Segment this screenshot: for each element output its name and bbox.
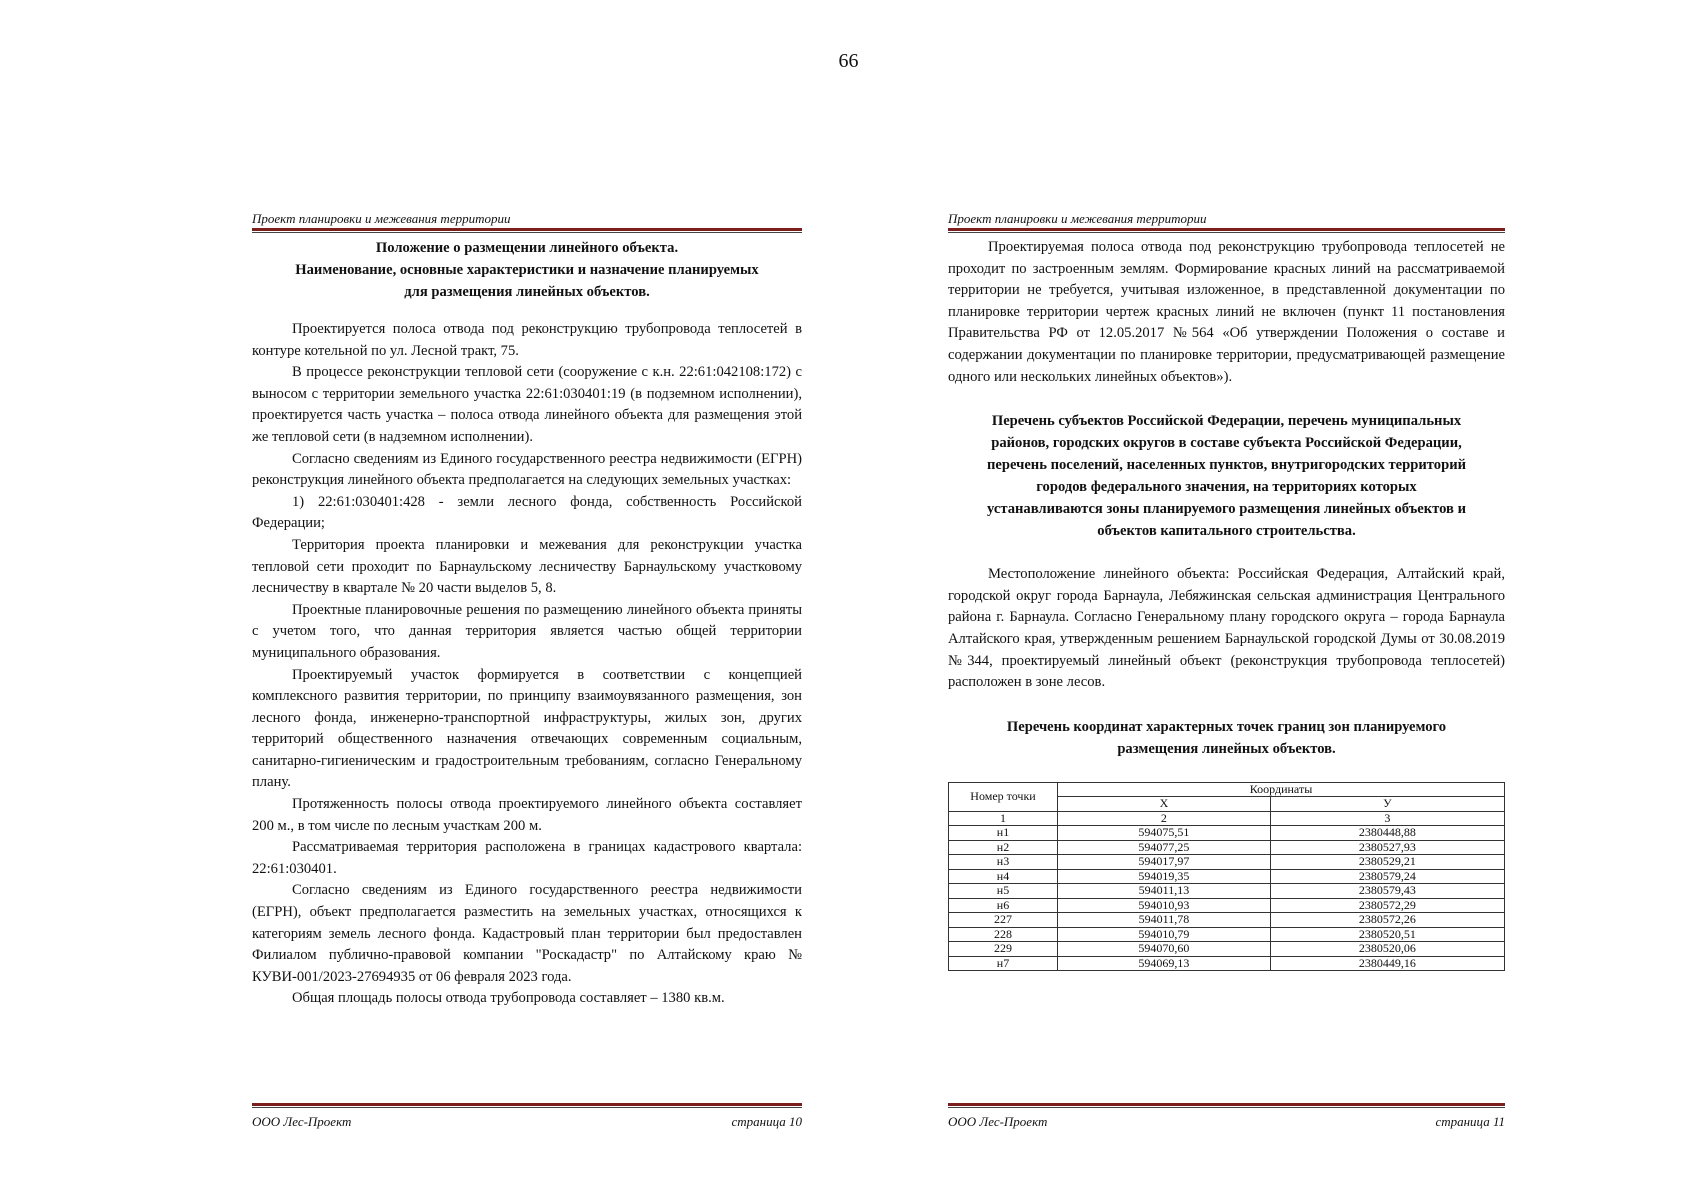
title-line: перечень поселений, населенных пунктов, внутригородских территорий xyxy=(986,457,1467,474)
cell-point: н6 xyxy=(949,898,1058,913)
paragraph: Рассматриваемая территория расположена в границах кадастрового квартала: 22:61:030401. xyxy=(252,839,802,877)
paragraph: Согласно сведениям из Единого государственного реестра недвижимости (ЕГРН), объект предполагается разместить на земельных участках, относящихся к категориям земель лесного фонда. Кадастровый план территории был предоставлен Филиалом публично-правовой компании "Роскадастр" по Алтайскому краю № КУВИ-001/2023-27694935 от 06 февраля 2023 года. xyxy=(252,882,802,985)
title-line: объектов капитального строительства. xyxy=(1097,523,1356,540)
table-row xyxy=(949,826,1505,841)
col-header-x: X xyxy=(1058,797,1271,812)
title-line: Перечень координат характерных точек границ зон планируемого xyxy=(1006,718,1447,735)
paragraph: Проектируемый участок формируется в соответствии с концепцией комплексного развития территории, по принципу взаимоувязанного размещения, зон лесного фонда, инженерно-транспортной инфраструктуры, жилых зон, других территорий общественного назначения отвечающих современным социальным, санитарно-гигиеническим и градостроительным требованиям, согласно Генеральному плану. xyxy=(252,666,802,791)
right-page xyxy=(948,210,1505,1130)
cell-point: н2 xyxy=(949,840,1058,855)
cell-x: 594011,78 xyxy=(1058,913,1271,928)
sheet-number: 66 xyxy=(838,50,859,72)
right-page-header xyxy=(948,210,1505,233)
paragraph: Протяженность полосы отвода проектируемого линейного объекта составляет 200 м., в том числе по лесным участкам 200 м. xyxy=(252,796,802,834)
cell-point: н7 xyxy=(949,956,1058,971)
col-number: 3 xyxy=(1270,811,1504,826)
left-page-body xyxy=(252,319,802,1010)
footer-company: ООО Лес-Проект xyxy=(252,1114,352,1129)
paragraph: Территория проекта планировки и межевания для реконструкции участка тепловой сети проходит по Барнаульскому лесничеству Барнаульскому участковому лесничеству в квартале № 20 части выделов 5, 8. xyxy=(252,536,802,597)
table-row xyxy=(949,927,1505,942)
subjects-section-title xyxy=(948,410,1505,542)
title-line: районов, городских округов в составе субъекта Российской Федерации, xyxy=(991,435,1462,452)
title-line: размещения линейных объектов. xyxy=(1117,740,1336,757)
paragraph: В процессе реконструкции тепловой сети (сооружение с к.н. 22:61:042108:172) с выносом с территории земельного участка 22:61:030401:19 (в подземном исполнении), проектируется часть участка – полоса отвода линейного объекта для размещения этой же тепловой сети (в надземном исполнении). xyxy=(252,364,802,445)
table-row xyxy=(949,855,1505,870)
table-row xyxy=(949,898,1505,913)
section-title xyxy=(252,237,802,303)
cell-point: н4 xyxy=(949,869,1058,884)
col-number: 2 xyxy=(1058,811,1271,826)
coordinates-table xyxy=(948,782,1505,972)
footer-rule xyxy=(948,1103,1505,1106)
header-rule xyxy=(948,232,1505,233)
paragraph: Общая площадь полосы отвода трубопровода составляет – 1380 кв.м. xyxy=(292,990,725,1007)
intro-paragraph: Проектируемая полоса отвода под реконструкцию трубопровода теплосетей не проходит по застроенным землям. Формирование красных линий на рассматриваемой территории не требуется, учитывая изложенное, в представленной документации по планировке территории чертеж красных линий не включен (пункт 11 постановления Правительства РФ от 12.05.2017 №564 «Об утверждении Положения о составе и содержании документации по планировке территории, предусматривающей размещение одного или нескольких линейных объектов»). xyxy=(948,239,1505,385)
title-line: Положение о размещении линейного объекта. xyxy=(375,240,679,256)
cell-y: 2380520,06 xyxy=(1270,942,1504,957)
cell-x: 594017,97 xyxy=(1058,855,1271,870)
paragraph: Согласно сведениям из Единого государственного реестра недвижимости (ЕГРН) реконструкция линейного объекта предполагается на следующих земельных участках: xyxy=(252,450,802,489)
cell-y: 2380448,88 xyxy=(1270,826,1504,841)
footer-company: ООО Лес-Проект xyxy=(948,1114,1048,1129)
title-line: устанавливаются зоны планируемого размещения линейных объектов и xyxy=(987,501,1466,518)
left-page-footer xyxy=(252,1103,802,1130)
col-header-coords: Координаты xyxy=(1058,782,1505,797)
paragraph: 1) 22:61:030401:428 - земли лесного фонда, собственность Российской Федерации; xyxy=(252,493,802,532)
footer-page-number: страница 11 xyxy=(1435,1114,1505,1129)
cell-x: 594070,60 xyxy=(1058,942,1271,957)
right-page-body xyxy=(948,237,1505,971)
cell-y: 2380572,26 xyxy=(1270,913,1504,928)
left-page xyxy=(252,210,802,1130)
cell-x: 594077,25 xyxy=(1058,840,1271,855)
cell-point: 229 xyxy=(949,942,1058,957)
cell-point: 228 xyxy=(949,927,1058,942)
cell-point: н3 xyxy=(949,855,1058,870)
right-page-footer xyxy=(948,1103,1505,1130)
col-header-y: У xyxy=(1270,797,1504,812)
cell-y: 2380579,43 xyxy=(1270,884,1504,899)
footer-page-number: страница 10 xyxy=(731,1114,802,1129)
location-paragraph: Местоположение линейного объекта: Российская Федерация, Алтайский край, городской округ города Барнаула, Лебяжинская сельская администрация Центрального района г. Барнаула. Согласно Генеральному плану городского округа – города Барнаула Алтайского края, утвержденным решением Барнаульской городской Думы от 30.08.2019 №344, проектируемый линейный объект (реконструкция трубопровода теплосетей) расположен в зоне лесов. xyxy=(948,566,1505,691)
cell-x: 594075,51 xyxy=(1058,826,1271,841)
cell-y: 2380579,24 xyxy=(1270,869,1504,884)
cell-point: н5 xyxy=(949,884,1058,899)
cell-x: 594011,13 xyxy=(1058,884,1271,899)
footer-rule xyxy=(252,1103,802,1106)
header-text: Проект планировки и межевания территории xyxy=(948,210,1505,231)
cell-y: 2380572,29 xyxy=(1270,898,1504,913)
cell-x: 594069,13 xyxy=(1058,956,1271,971)
cell-y: 2380449,16 xyxy=(1270,956,1504,971)
header-rule xyxy=(252,232,802,233)
cell-x: 594019,35 xyxy=(1058,869,1271,884)
title-line: Перечень субъектов Российской Федерации, перечень муниципальных xyxy=(991,413,1462,430)
cell-y: 2380520,51 xyxy=(1270,927,1504,942)
cell-x: 594010,79 xyxy=(1058,927,1271,942)
cell-x: 594010,93 xyxy=(1058,898,1271,913)
paragraph: Проектируется полоса отвода под реконструкцию трубопровода теплосетей в контуре котельной по ул. Лесной тракт, 75. xyxy=(252,321,802,359)
cell-point: н1 xyxy=(949,826,1058,841)
title-line: городов федерального значения, на территориях которых xyxy=(1036,479,1417,496)
table-row xyxy=(949,956,1505,971)
title-line: для размещения линейных объектов. xyxy=(404,284,650,300)
title-line: Наименование, основные характеристики и назначение планируемых xyxy=(295,262,759,278)
coordinates-section-title xyxy=(948,716,1505,760)
col-number: 1 xyxy=(949,811,1058,826)
table-row xyxy=(949,942,1505,957)
table-row xyxy=(949,884,1505,899)
paragraph: Проектные планировочные решения по размещению линейного объекта приняты с учетом того, что данная территория является частью общей территории муниципального образования. xyxy=(252,601,802,661)
col-header-point: Номер точки xyxy=(949,782,1058,811)
cell-point: 227 xyxy=(949,913,1058,928)
cell-y: 2380529,21 xyxy=(1270,855,1504,870)
table-row xyxy=(949,913,1505,928)
table-row xyxy=(949,840,1505,855)
header-text: Проект планировки и межевания территории xyxy=(252,210,802,231)
table-row xyxy=(949,869,1505,884)
cell-y: 2380527,93 xyxy=(1270,840,1504,855)
left-page-header xyxy=(252,210,802,233)
